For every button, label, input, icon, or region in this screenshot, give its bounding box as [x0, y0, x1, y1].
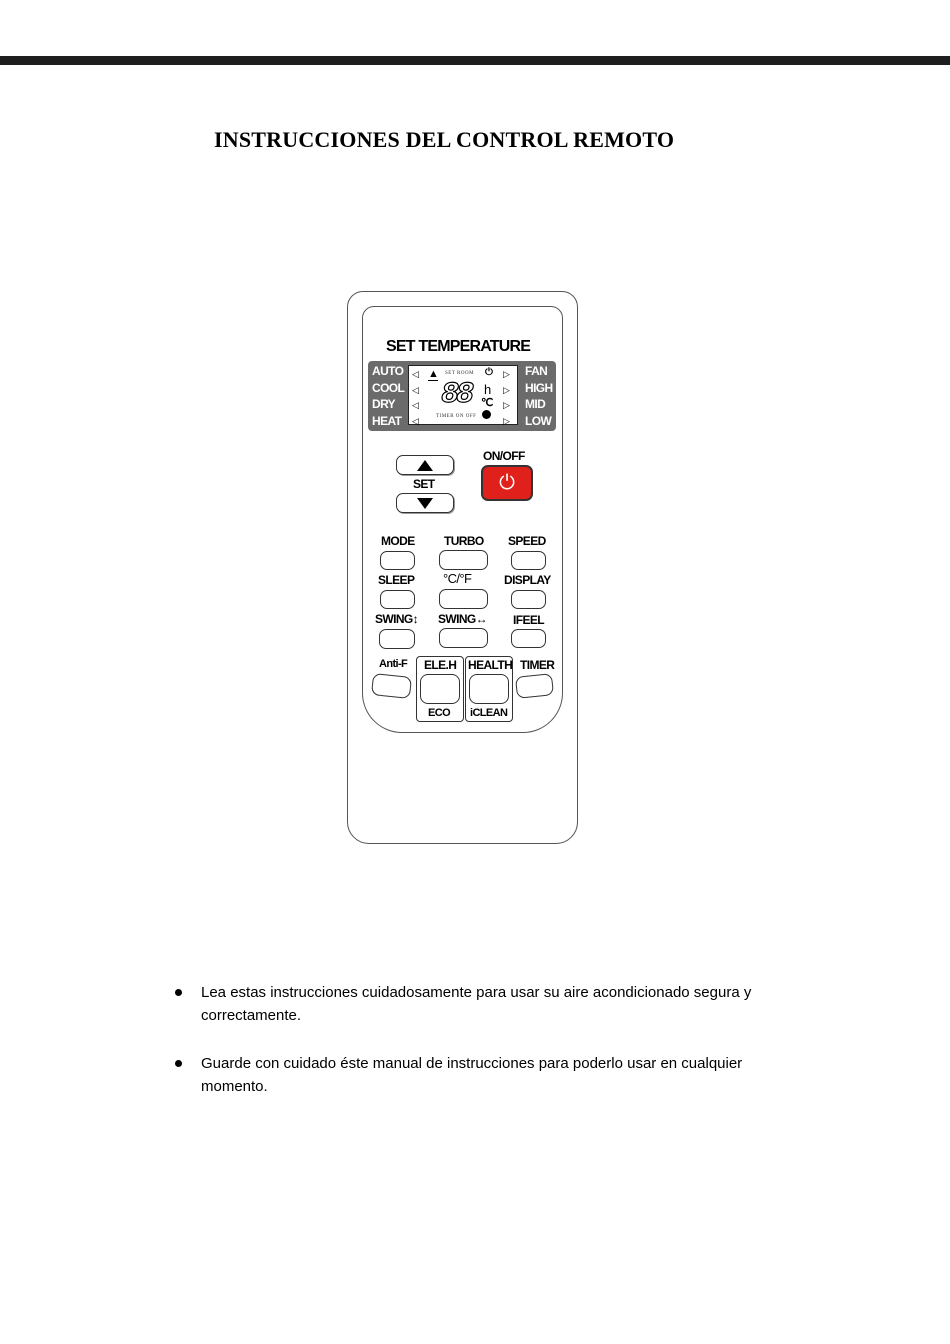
set-label: SET — [413, 477, 435, 491]
temperature-digits: 88 — [441, 378, 472, 412]
fan-high: HIGH — [525, 380, 553, 395]
fan-fan: FAN — [525, 364, 548, 378]
page-title: INSTRUCCIONES DEL CONTROL REMOTO — [214, 127, 675, 152]
health-iclean-button[interactable] — [469, 674, 509, 704]
sleep-button[interactable] — [380, 590, 415, 609]
ifeel-button[interactable] — [511, 629, 546, 648]
timer-button[interactable] — [515, 673, 554, 699]
display-label: DISPLAY — [504, 573, 551, 587]
mode-label: MODE — [381, 534, 415, 548]
speed-label: SPEED — [508, 534, 546, 548]
celsius-symbol: ℃ — [481, 397, 494, 409]
temp-unit-label: °C/°F — [443, 571, 472, 586]
temp-down-button[interactable] — [396, 493, 454, 513]
top-rule — [0, 56, 950, 65]
display-button[interactable] — [511, 590, 546, 609]
triangle-indicator-icon: ▲ — [428, 368, 439, 380]
swing-vertical-button[interactable] — [379, 629, 415, 649]
timer-label: TIMER — [520, 658, 555, 672]
on-off-label: ON/OFF — [483, 449, 525, 463]
fan-arrow-icons: ▷ ▷ ▷ ▷ — [503, 369, 510, 426]
mode-heat: HEAT — [372, 413, 402, 428]
up-arrow-icon — [417, 460, 433, 471]
turbo-button[interactable] — [439, 550, 488, 570]
down-arrow-icon — [417, 498, 433, 509]
temp-unit-button[interactable] — [439, 589, 488, 609]
instruction-item: Guarde con cuidado éste manual de instrucciones para poderlo usar en cualquier momento. — [175, 1052, 775, 1098]
swing-vertical-label: SWING↕ — [375, 612, 419, 626]
anti-f-label: Anti-F — [379, 658, 408, 670]
mode-button[interactable] — [380, 551, 415, 570]
speed-button[interactable] — [511, 551, 546, 570]
hour-symbol: h — [484, 382, 492, 397]
power-button[interactable] — [481, 465, 533, 501]
power-indicator-icon: ⏻ — [485, 367, 493, 378]
mode-labels — [372, 363, 404, 429]
sleep-label: SLEEP — [378, 573, 415, 587]
turbo-label: TURBO — [444, 534, 484, 548]
mode-arrow-icons: ◁ ◁ ◁ ◁ — [412, 369, 419, 426]
power-icon: ⏻ — [499, 472, 515, 494]
set-temperature-label: SET TEMPERATURE — [386, 338, 531, 355]
eleh-eco-button[interactable] — [420, 674, 460, 704]
temp-up-button[interactable] — [396, 455, 454, 475]
instruction-list — [175, 981, 775, 1123]
swing-horizontal-button[interactable] — [439, 628, 488, 648]
set-room-indicator: SET ROOM — [445, 371, 475, 376]
fan-indicator-icon — [482, 410, 491, 419]
eleh-label: ELE.H — [424, 658, 457, 672]
timer-on-off-indicator: TIMER ON OFF — [436, 414, 477, 419]
instruction-item: Lea estas instrucciones cuidadosamente para usar su aire acondicionado segura y correctamente. — [175, 981, 775, 1027]
ifeel-label: IFEEL — [513, 613, 545, 627]
indicator-underline — [428, 380, 438, 381]
eco-label: ECO — [428, 707, 451, 719]
anti-f-button[interactable] — [371, 673, 412, 699]
fan-labels — [525, 363, 553, 429]
iclean-label: iCLEAN — [470, 707, 508, 719]
fan-low: LOW — [525, 413, 552, 428]
health-label: HEALTH — [468, 658, 513, 672]
swing-horizontal-label: SWING↔ — [438, 612, 488, 626]
fan-mid: MID — [525, 397, 546, 411]
mode-auto: AUTO — [372, 364, 404, 378]
mode-dry: DRY — [372, 397, 396, 411]
mode-cool: COOL — [372, 380, 405, 395]
